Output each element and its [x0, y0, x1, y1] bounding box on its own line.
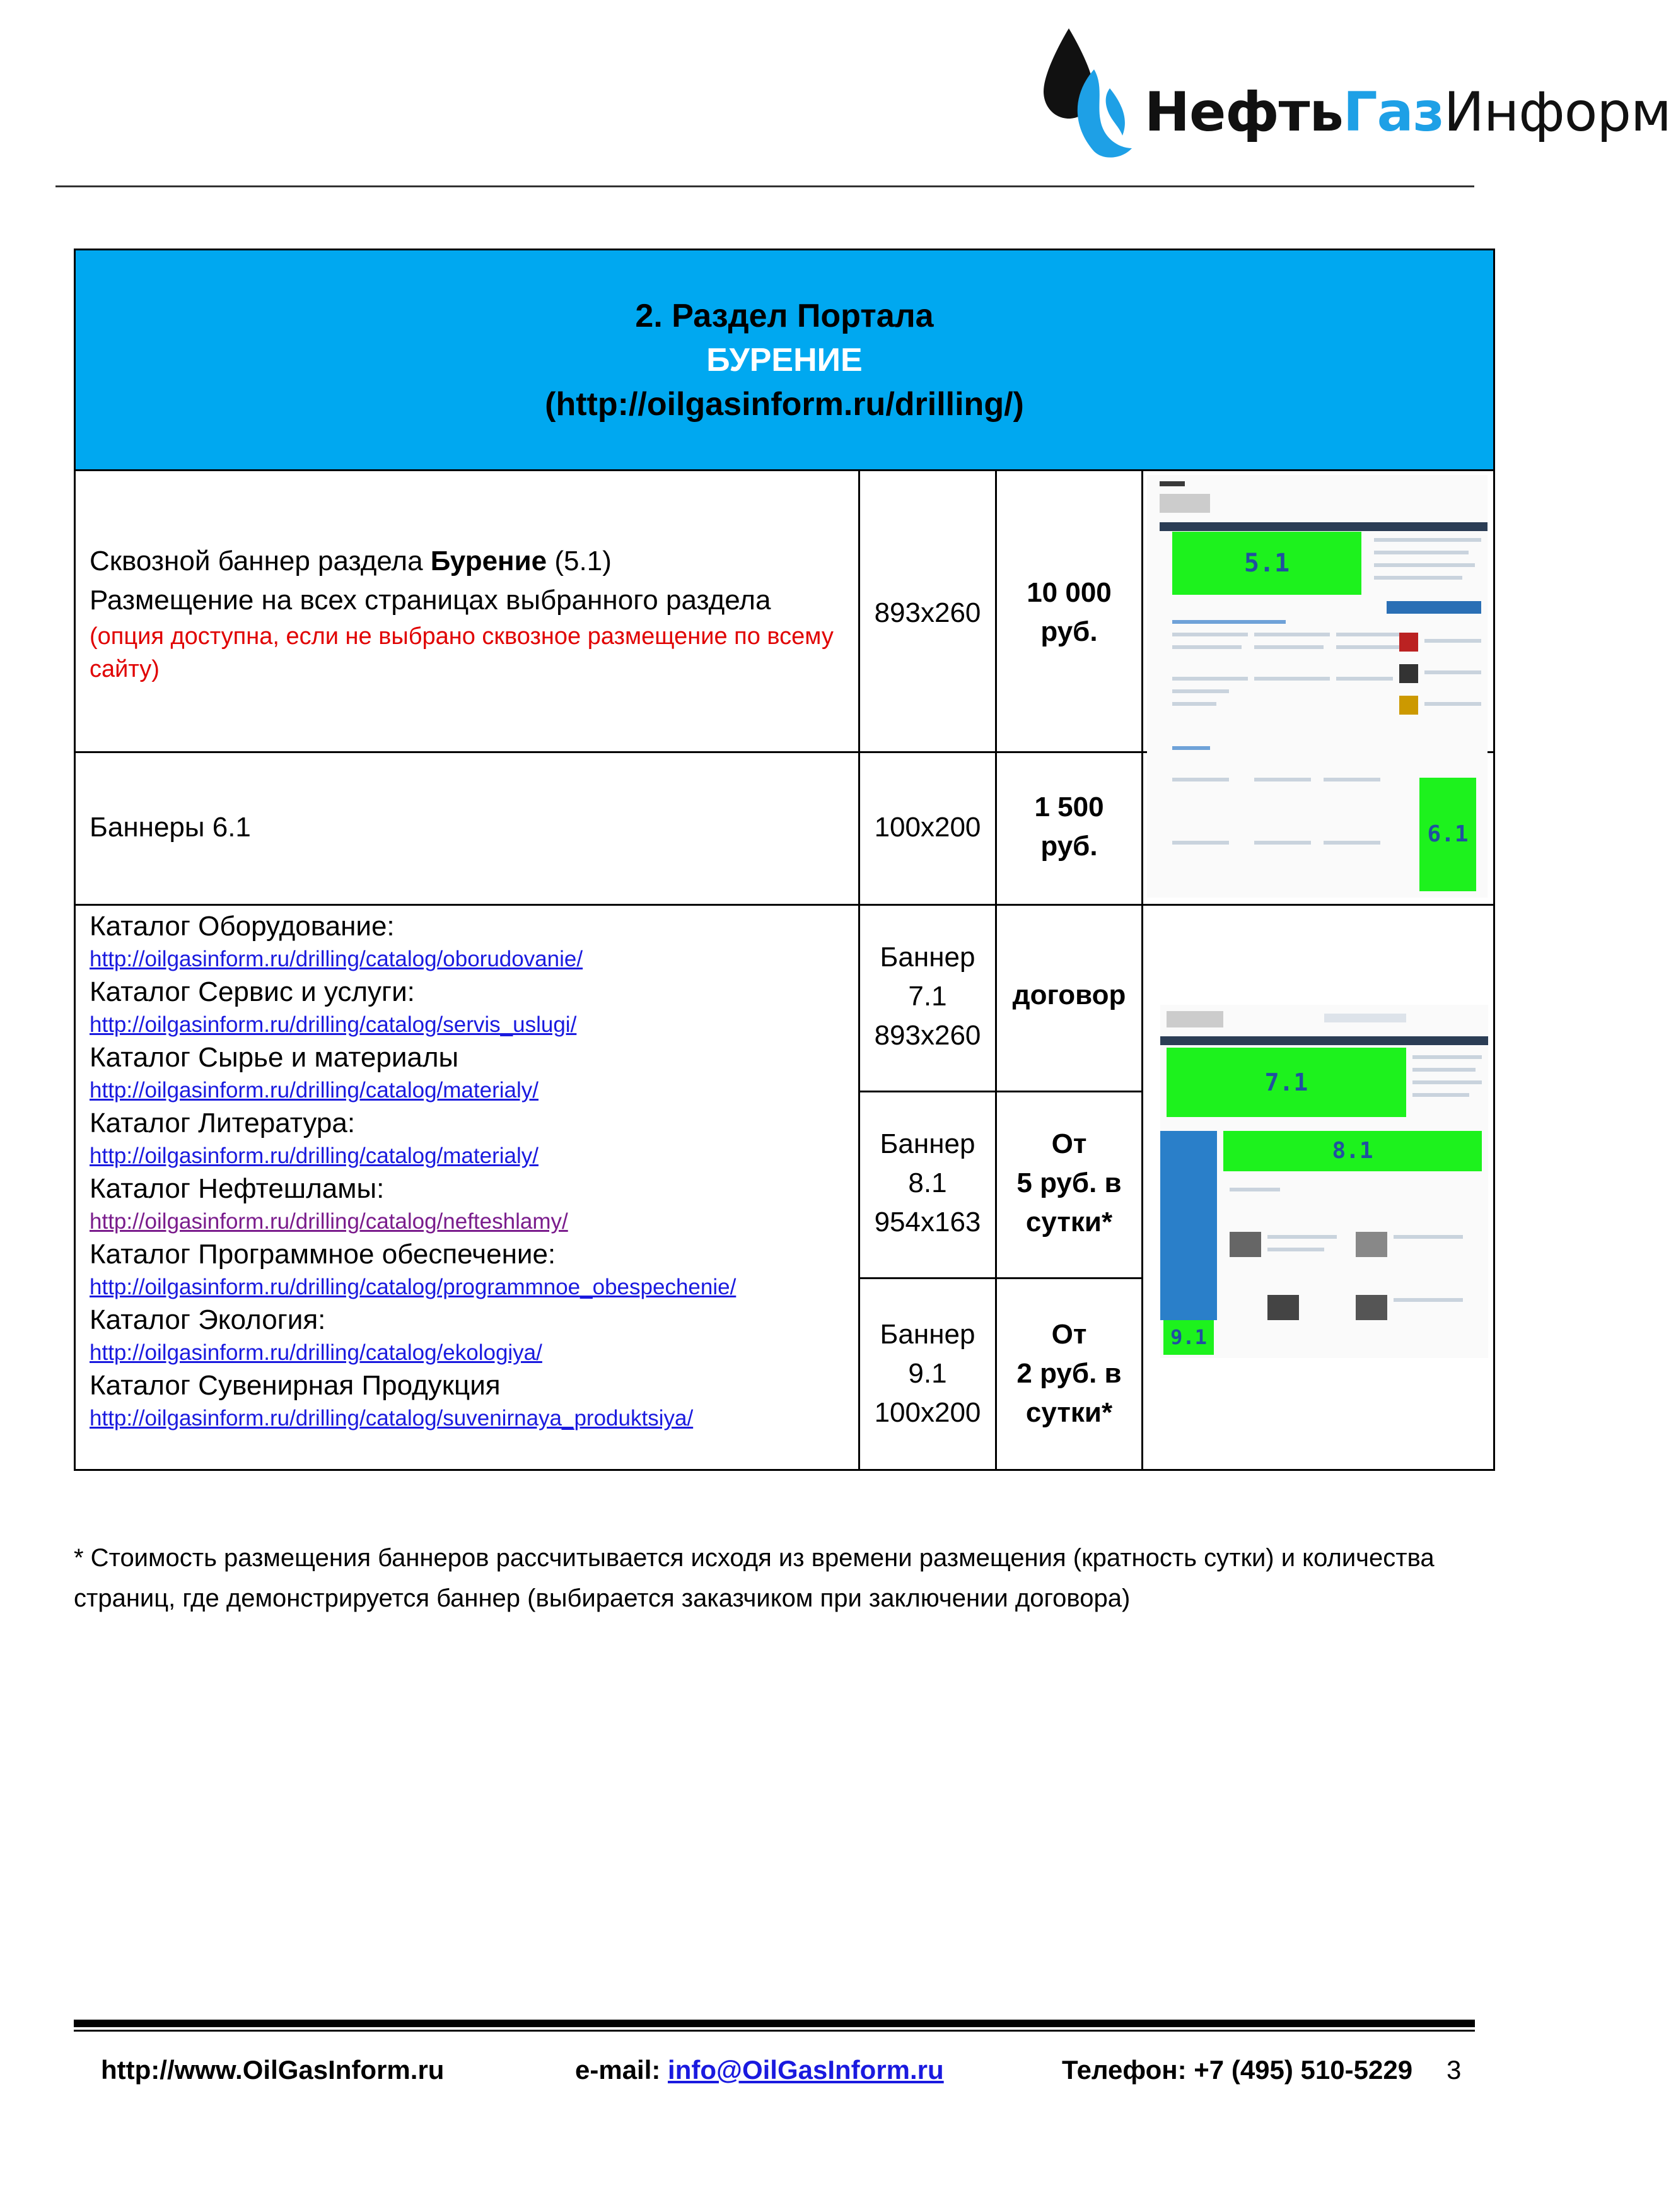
portal-screenshot-drilling — [1147, 475, 1488, 898]
row-divider — [76, 904, 1493, 906]
catalog-link[interactable]: http://oilgasinform.ru/drilling/catalog/nefteshlamy/ — [90, 1209, 568, 1234]
row1-price-amount: 10 000 — [1027, 577, 1112, 608]
logo-text-part1: Нефть — [1144, 81, 1343, 144]
thumb-line — [1172, 746, 1210, 750]
row2-title: Баннеры 6.1 — [90, 812, 251, 843]
banner-number: 9.1 — [908, 1358, 947, 1389]
thumb-line — [1394, 1298, 1463, 1302]
thumb-line — [1254, 645, 1324, 649]
catalog-name: Каталог Литература: — [90, 1108, 356, 1138]
thumb-icon — [1399, 633, 1418, 652]
thumb-line — [1324, 841, 1380, 845]
banner-size: 893x260 — [874, 1020, 981, 1051]
thumb-logo — [1160, 494, 1210, 513]
thumb-line — [1412, 1093, 1469, 1097]
catalog-name: Каталог Нефтешламы: — [90, 1173, 385, 1204]
footer-rule-thick — [74, 2020, 1475, 2027]
footer-email — [575, 2055, 944, 2085]
section-name: БУРЕНИЕ — [706, 342, 863, 378]
thumb-line — [1324, 778, 1380, 781]
thumb-nav — [1160, 1036, 1488, 1045]
catalog-name: Каталог Оборудование: — [90, 911, 395, 942]
thumb-logo — [1167, 1011, 1223, 1027]
thumb-line — [1394, 1235, 1463, 1239]
thumb-banner-7-1: 7.1 — [1167, 1048, 1406, 1117]
price-amount: 2 руб. в — [1016, 1358, 1122, 1389]
banner-number: 8.1 — [908, 1167, 947, 1198]
row1-description — [90, 542, 853, 686]
catalog-name: Каталог Программное обеспечение: — [90, 1239, 556, 1270]
thumb-line — [1336, 645, 1406, 649]
catalog-link[interactable]: http://oilgasinform.ru/drilling/catalog/ekologiya/ — [90, 1340, 542, 1365]
row1-price-unit: руб. — [1040, 616, 1098, 647]
thumb-line — [1254, 841, 1311, 845]
page-number: 3 — [1447, 2055, 1462, 2085]
catalog-name: Каталог Сувенирная Продукция — [90, 1370, 501, 1401]
thumb-line — [1424, 702, 1481, 706]
thumb-line — [1172, 689, 1229, 693]
thumb-line — [1172, 620, 1286, 624]
header-divider — [55, 185, 1474, 187]
catalog-list — [90, 908, 853, 1432]
thumb-line — [1172, 633, 1248, 636]
row1-price — [997, 573, 1141, 652]
banner-size: 100x200 — [874, 1397, 981, 1428]
banner-7-1-price: договор — [1012, 980, 1126, 1010]
section-number-title: 2. Раздел Портала — [635, 298, 934, 334]
thumb-line — [1424, 639, 1481, 643]
banner-8-1-spec — [860, 1125, 995, 1242]
price-prefix: От — [1051, 1319, 1087, 1350]
thumb-line — [1412, 1068, 1476, 1072]
section-header — [76, 250, 1493, 471]
thumb-banner-6-1: 6.1 — [1419, 778, 1476, 891]
thumb-nav — [1160, 522, 1488, 531]
footer-email-label: e-mail: — [575, 2055, 668, 2085]
row1-placement-text: Размещение на всех страницах выбранного раздела — [90, 585, 771, 616]
row-divider — [860, 1091, 1143, 1092]
banner-number: 7.1 — [908, 981, 947, 1012]
thumb-line — [1254, 633, 1330, 636]
row1-title-bold: Бурение — [430, 546, 547, 576]
footer-rule-thin — [74, 2030, 1475, 2032]
thumb-topbar — [1160, 481, 1185, 486]
row2-price — [997, 788, 1141, 866]
thumb-line — [1254, 778, 1311, 781]
thumb-product-image — [1267, 1295, 1299, 1320]
thumb-line — [1254, 677, 1330, 681]
thumb-line — [1267, 1248, 1324, 1251]
thumb-banner-9-1: 9.1 — [1163, 1320, 1214, 1355]
banner-label: Баннер — [880, 1128, 975, 1159]
thumb-product-image — [1356, 1232, 1387, 1257]
banner-9-1-spec — [860, 1315, 995, 1432]
thumb-banner-8-1: 8.1 — [1223, 1131, 1482, 1171]
thumb-product-image — [1356, 1295, 1387, 1320]
price-prefix: От — [1051, 1128, 1087, 1159]
pricing-table — [74, 249, 1495, 1471]
thumb-icon — [1399, 696, 1418, 715]
row1-title — [90, 542, 853, 581]
catalog-link[interactable]: http://oilgasinform.ru/drilling/catalog/servis_uslugi/ — [90, 1012, 577, 1037]
company-logo — [1034, 25, 1671, 164]
row2-size: 100x200 — [874, 812, 981, 843]
row1-note: (опция доступна, если не выбрано сквозное размещение по всему сайту) — [90, 623, 834, 682]
row-divider — [860, 1277, 1143, 1279]
catalog-link[interactable]: http://oilgasinform.ru/drilling/catalog/materialy/ — [90, 1144, 539, 1168]
price-unit: сутки* — [1025, 1207, 1113, 1238]
row2-price-unit: руб. — [1040, 831, 1098, 862]
logo-text-part2: Газ — [1342, 81, 1444, 144]
thumb-line — [1172, 677, 1248, 681]
banner-8-1-price — [997, 1125, 1141, 1242]
thumb-product-image — [1230, 1232, 1261, 1257]
banner-9-1-price — [997, 1315, 1141, 1432]
oil-drop-icon — [1034, 25, 1141, 164]
logo-text-part3: Информ — [1443, 81, 1671, 144]
thumb-line — [1374, 538, 1481, 542]
thumb-line — [1374, 576, 1462, 580]
thumb-line — [1267, 1235, 1337, 1239]
catalog-link[interactable]: http://oilgasinform.ru/drilling/catalog/oborudovanie/ — [90, 947, 583, 971]
col-divider — [1141, 469, 1143, 1469]
row1-title-suffix: (5.1) — [547, 546, 612, 576]
price-unit: сутки* — [1025, 1397, 1113, 1428]
price-amount: 5 руб. в — [1016, 1167, 1122, 1198]
thumb-sidebar — [1160, 1131, 1217, 1320]
thumb-line — [1424, 670, 1481, 674]
row2-price-amount: 1 500 — [1034, 792, 1104, 822]
thumb-line — [1374, 563, 1475, 567]
thumb-line — [1412, 1055, 1482, 1059]
catalog-link[interactable]: http://oilgasinform.ru/drilling/catalog/materialy/ — [90, 1078, 539, 1103]
footnote: * Стоимость размещения баннеров рассчитывается исходя из времени размещения (кратность сутки) и количества страниц, где демонстрируется баннер (выбирается заказчиком при заключении договора) — [74, 1544, 1435, 1612]
row1-size: 893x260 — [874, 597, 981, 628]
catalog-name: Каталог Экология: — [90, 1304, 326, 1335]
thumb-banner-5-1: 5.1 — [1172, 532, 1361, 595]
section-url: (http://oilgasinform.ru/drilling/) — [545, 386, 1024, 423]
thumb-icon — [1399, 664, 1418, 683]
catalog-link[interactable]: http://oilgasinform.ru/drilling/catalog/suvenirnaya_produktsiya/ — [90, 1406, 694, 1431]
banner-7-1-spec — [860, 938, 995, 1055]
thumb-button — [1387, 601, 1481, 614]
thumb-line — [1172, 778, 1229, 781]
thumb-line — [1172, 645, 1242, 649]
footer-site: http://www.OilGasInform.ru — [101, 2055, 445, 2085]
footer-email-link[interactable]: info@OilGasInform.ru — [668, 2055, 944, 2085]
footer-phone: Телефон: +7 (495) 510-5229 — [1062, 2055, 1413, 2085]
catalog-link[interactable]: http://oilgasinform.ru/drilling/catalog/programmnoe_obespechenie/ — [90, 1275, 737, 1299]
thumb-line — [1172, 702, 1216, 706]
banner-label: Баннер — [880, 1319, 975, 1350]
thumb-line — [1374, 551, 1469, 554]
row1-title-prefix: Сквозной баннер раздела — [90, 546, 431, 576]
thumb-line — [1172, 841, 1229, 845]
thumb-line — [1412, 1080, 1482, 1084]
banner-size: 954x163 — [874, 1207, 981, 1238]
banner-label: Баннер — [880, 942, 975, 973]
thumb-line — [1336, 677, 1393, 681]
thumb-line — [1230, 1188, 1280, 1191]
catalog-name: Каталог Сервис и услуги: — [90, 976, 415, 1007]
catalog-name: Каталог Сырье и материалы — [90, 1042, 459, 1073]
portal-screenshot-catalog — [1160, 1005, 1488, 1358]
thumb-search — [1324, 1014, 1406, 1022]
